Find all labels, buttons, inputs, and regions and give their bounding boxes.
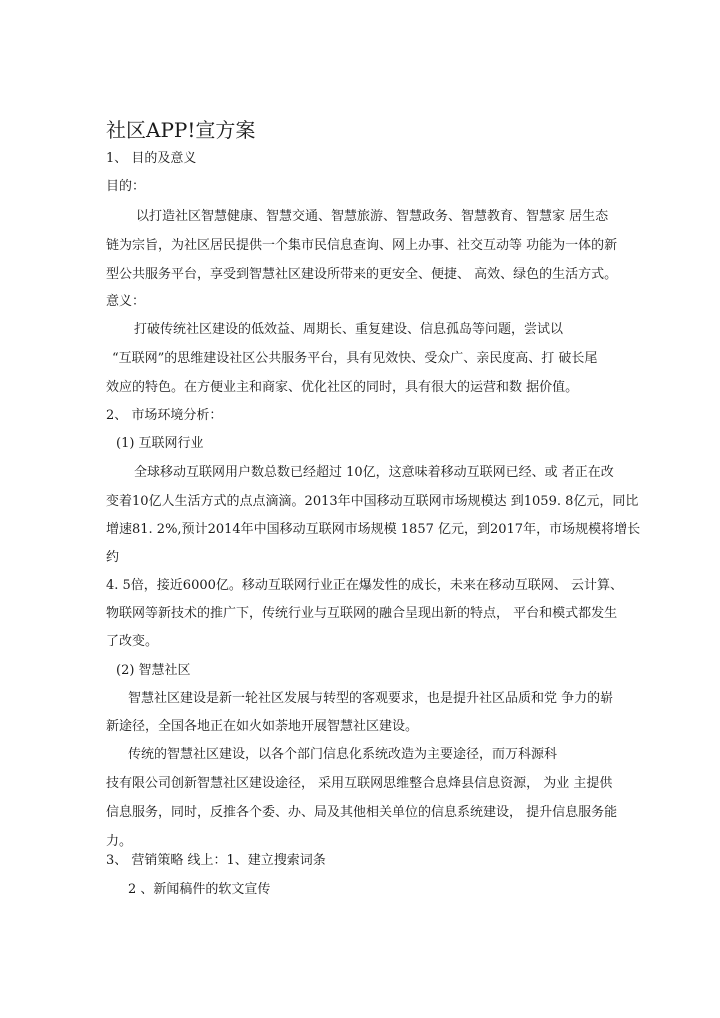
internet-line-6: 物联网等新技术的推广下，传统行业与互联网的融合呈现出新的特点， 平台和模式都发生 xyxy=(106,606,618,621)
subsection-smart-community-heading: (2) 智慧社区 xyxy=(116,663,191,678)
section-3-item-2: 2 、新闻稿件的软文宣传 xyxy=(128,882,271,897)
meaning-line-2: “互联网”的思维建设社区公共服务平台，具有见效快、受众广、亲民度高、打 破长尾 xyxy=(112,351,598,366)
purpose-line-3: 型公共服务平台，享受到智慧社区建设所带来的更安全、便捷、 高效、绿色的生活方式。 xyxy=(106,267,618,282)
purpose-line-2: 链为宗旨，为社区居民提供一个集市民信息查询、网上办事、社交互动等 功能为一体的新 xyxy=(106,238,618,253)
purpose-label: 目的： xyxy=(106,179,146,194)
internet-line-1: 全球移动互联网用户数总数已经超过 10亿，这意味着移动互联网已经、或 者正在改 xyxy=(134,465,614,480)
smart-community-line-6: 力。 xyxy=(106,834,133,849)
meaning-line-1: 打破传统社区建设的低效益、周期长、重复建设、信息孤岛等问题，尝试以 xyxy=(134,322,564,337)
internet-line-5: 4. 5倍，接近6000亿。移动互联网行业正在爆发性的成长，未来在移动互联网、 云计算、 xyxy=(106,578,624,593)
meaning-label: 意义： xyxy=(106,294,146,309)
subsection-internet-heading: (1) 互联网行业 xyxy=(116,436,204,451)
smart-community-line-5: 信息服务，同时，反推各个委、办、局及其他相关单位的信息系统建设， 提升信息服务能 xyxy=(106,805,618,820)
internet-line-7: 了改变。 xyxy=(106,634,159,649)
smart-community-line-1: 智慧社区建设是新一轮社区发展与转型的客观要求，也是提升社区品质和党 争力的崭 xyxy=(128,691,614,706)
meaning-line-3: 效应的特色。在方便业主和商家、优化社区的同时，具有很大的运营和数 据价值。 xyxy=(106,380,579,395)
internet-line-2: 变着10亿人生活方式的点点滴滴。2013年中国移动互联网市场规模达 到1059. 8亿元，同比 xyxy=(106,494,639,509)
smart-community-line-4: 技有限公司创新智慧社区建设途径， 采用互联网思维整合息烽县信息资源， 为业 主提供 xyxy=(106,776,613,791)
internet-line-3: 增速81. 2%,预计2014年中国移动互联网市场规模 1857 亿元，到2017年，市场规模将增长 xyxy=(106,522,641,537)
smart-community-line-2: 新途径，全国各地正在如火如荼地开展智慧社区建设。 xyxy=(106,719,419,734)
page-title: 社区APP!宣方案 xyxy=(106,118,256,142)
purpose-line-1: 以打造社区智慧健康、智慧交通、智慧旅游、智慧政务、智慧教育、智慧家 居生态 xyxy=(136,209,609,224)
section-3-heading: 3、 营销策略 线上：1、建立搜索词条 xyxy=(106,853,326,868)
internet-line-4: 约 xyxy=(106,550,120,565)
smart-community-line-3: 传统的智慧社区建设，以各个部门信息化系统改造为主要途径，而万科源科 xyxy=(128,747,558,762)
section-1-heading: 1、 目的及意义 xyxy=(106,151,197,166)
section-2-heading: 2、 市场环境分析： xyxy=(106,408,223,423)
